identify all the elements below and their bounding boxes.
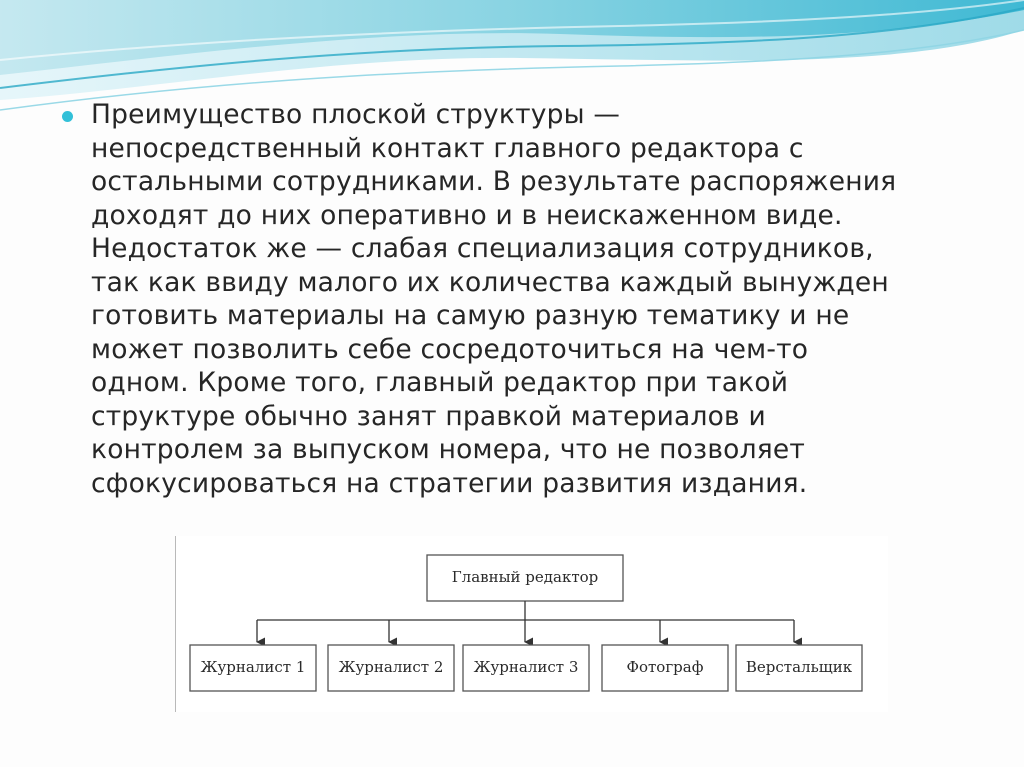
child-node-label: Верстальщик: [745, 658, 853, 676]
top-node-label: Главный редактор: [451, 568, 599, 586]
org-structure-diagram: [175, 536, 888, 712]
child-node-label: Журналист 3: [473, 658, 579, 676]
bullet-paragraph: Преимущество плоской структуры — непосредственный контакт главного редактора с остальными сотрудниками. В результате распоряжения доходят до них оперативно и в неискаженном виде. Недостаток же — слабая специализация сотрудников, так как ввиду малого их количества каждый вынужден готовить материалы на самую разную тематику и не может позволить себе сосредоточиться на чем-то одном. Кроме того, главный редактор при такой структуре обычно занят правкой материалов и контролем за выпуском номера, что не позволяет сфокусироваться на стратегии развития издания.: [91, 99, 897, 499]
bullet-item: [62, 98, 962, 500]
bullet-dot-icon: [62, 111, 73, 122]
child-node-label: Журналист 2: [338, 658, 444, 676]
child-node-label: Фотограф: [626, 658, 704, 676]
diagram-lines: [176, 536, 888, 712]
child-node-label: Журналист 1: [200, 658, 306, 676]
